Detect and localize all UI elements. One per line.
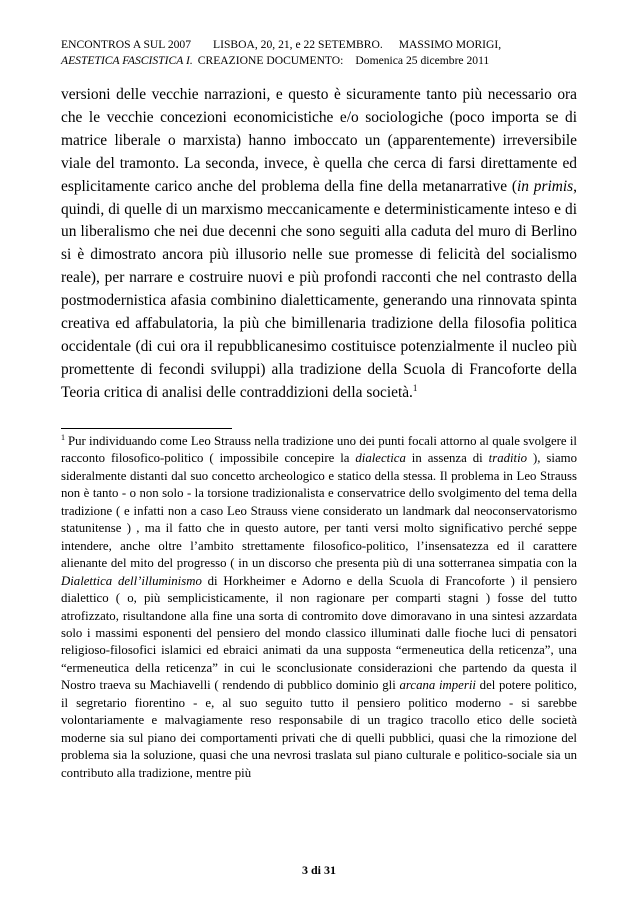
body-italic-in-primis: in primis [517, 177, 574, 195]
page-header [61, 37, 577, 69]
header-work-title: AESTETICA FASCISTICA I. [61, 54, 193, 67]
footnote [61, 433, 577, 782]
footnote-italic-arcana-imperii: arcana imperii [399, 678, 476, 693]
footnote-text-1: Pur individuando come Leo Strauss nella tradizione uno dei punti focali attorno al quale svolgere il racconto filosofico-politico ( impossibile concepire la [61, 434, 577, 466]
footnote-text-4: di Horkheimer e Adorno e della Scuola di Francoforte ) il pensiero dialettico ( o, più semplicisticamente, il non ragionare per comparti stagni ) fosse del tutto atrofizzato, risultandone alla fine una sorta di contromito dove dimoravano in una sintesi azzardata solo i massimi esponenti del pensiero del mondo classico illuminati dalle fioche luci di pensatori religioso-filosofici islamici ed ebraici animati da una supposta “ermeneutica della reticenza”, una “ermeneutica della reticenza” in cui le sconclusionate considerazioni che partendo da questa il Nostro traeva su Machiavelli ( rendendo di pubblico dominio gli [61, 573, 577, 693]
document-page [61, 0, 577, 903]
footnote-separator [61, 428, 232, 429]
footnote-italic-dialettica: Dialettica dell’illuminismo [61, 573, 202, 588]
footnote-italic-traditio: traditio [488, 451, 528, 466]
header-line-2 [61, 53, 577, 69]
header-event: ENCONTROS A SUL 2007 [61, 38, 192, 51]
footnote-text-2: in assenza di [405, 451, 489, 466]
body-text-part-1: versioni delle vecchie narrazioni, e questo è sicuramente tanto più necessario ora che le vecchie concezioni economicistiche e/o sociologiche (poco importa se di matrice liberale o marxista) hanno imboccato un (apparentemente) irreversibile viale del tramonto. La seconda, invece, è quella che cerca di farsi direttamente ed esplicitamente carico anche del problema della fine della metanarrative ( [61, 86, 577, 195]
header-line-1 [61, 37, 577, 53]
header-date: Domenica 25 dicembre 2011 [355, 54, 490, 67]
page-number: 3 di 31 [301, 863, 336, 877]
header-author: MASSIMO MORIGI, [398, 38, 502, 51]
header-doc-label: CREAZIONE DOCUMENTO: [197, 54, 344, 67]
body-text-part-2: , quindi, di quelle di un marxismo meccanicamente e deterministicamente inteso e di un liberalismo che nei due decenni che sono seguiti alla caduta del muro di Berlino si è dimostrato ancora più illusorio nelle sue promesse di felicità del socialismo reale), per narrare e costruire nuovi e più profondi racconti che nel contrasto della postmodernistica afasia combinino dialetticamente, generando una rinnovata spinta creativa ed affabulatoria, la più che bimillenaria tradizione della filosofia politica occidentale (di cui ora il repubblicanesimo costituisce potenzialmente il nucleo più promettente di fecondi sviluppi) alla tradizione della Scuola di Francoforte della Teoria critica di analisi delle contraddizioni della società. [61, 177, 577, 401]
footnote-number: 1 [61, 432, 65, 442]
footnote-reference[interactable]: 1 [412, 382, 418, 393]
header-location: LISBOA, 20, 21, e 22 SETEMBRO. [213, 38, 383, 51]
footnote-text-5: del potere politico, il segretario fiorentino - e, al suo seguito tutto il pensiero politico moderno - si sarebbe volontariamente e malvagiamente reso responsabile di un tragico tracollo etico delle società moderne sia sul piano dei comportamenti privati che di quelli pubblici, quasi che la rimozione del problema sia la soluzione, quasi che una nevrosi traslata sul piano culturale e politico-sociale sia un contributo alla tradizione, mentre più [61, 678, 577, 780]
footnote-italic-dialectica: dialectica [355, 451, 406, 466]
footnote-text-3: ), siamo sideralmente distanti dal suo concetto archeologico e statico della stessa. Il problema in Leo Strauss non è tanto - o non solo - la torsione tradizionalista e conservatrice dello svolgimento del tema della tradizione ( e infatti non a caso Leo Strauss viene considerato un landmark dal neoconservatorismo statunitense ) , ma il fatto che in questo autore, per tanti versi molto significativo perché seppe intendere, anche oltre l’ambito strettamente filosofico-politico, l’insensatezza ed il carattere alienante del mito del progresso ( in un discorso che presenta più di una sotterranea simpatia con la [61, 451, 577, 571]
body-text [61, 84, 577, 405]
